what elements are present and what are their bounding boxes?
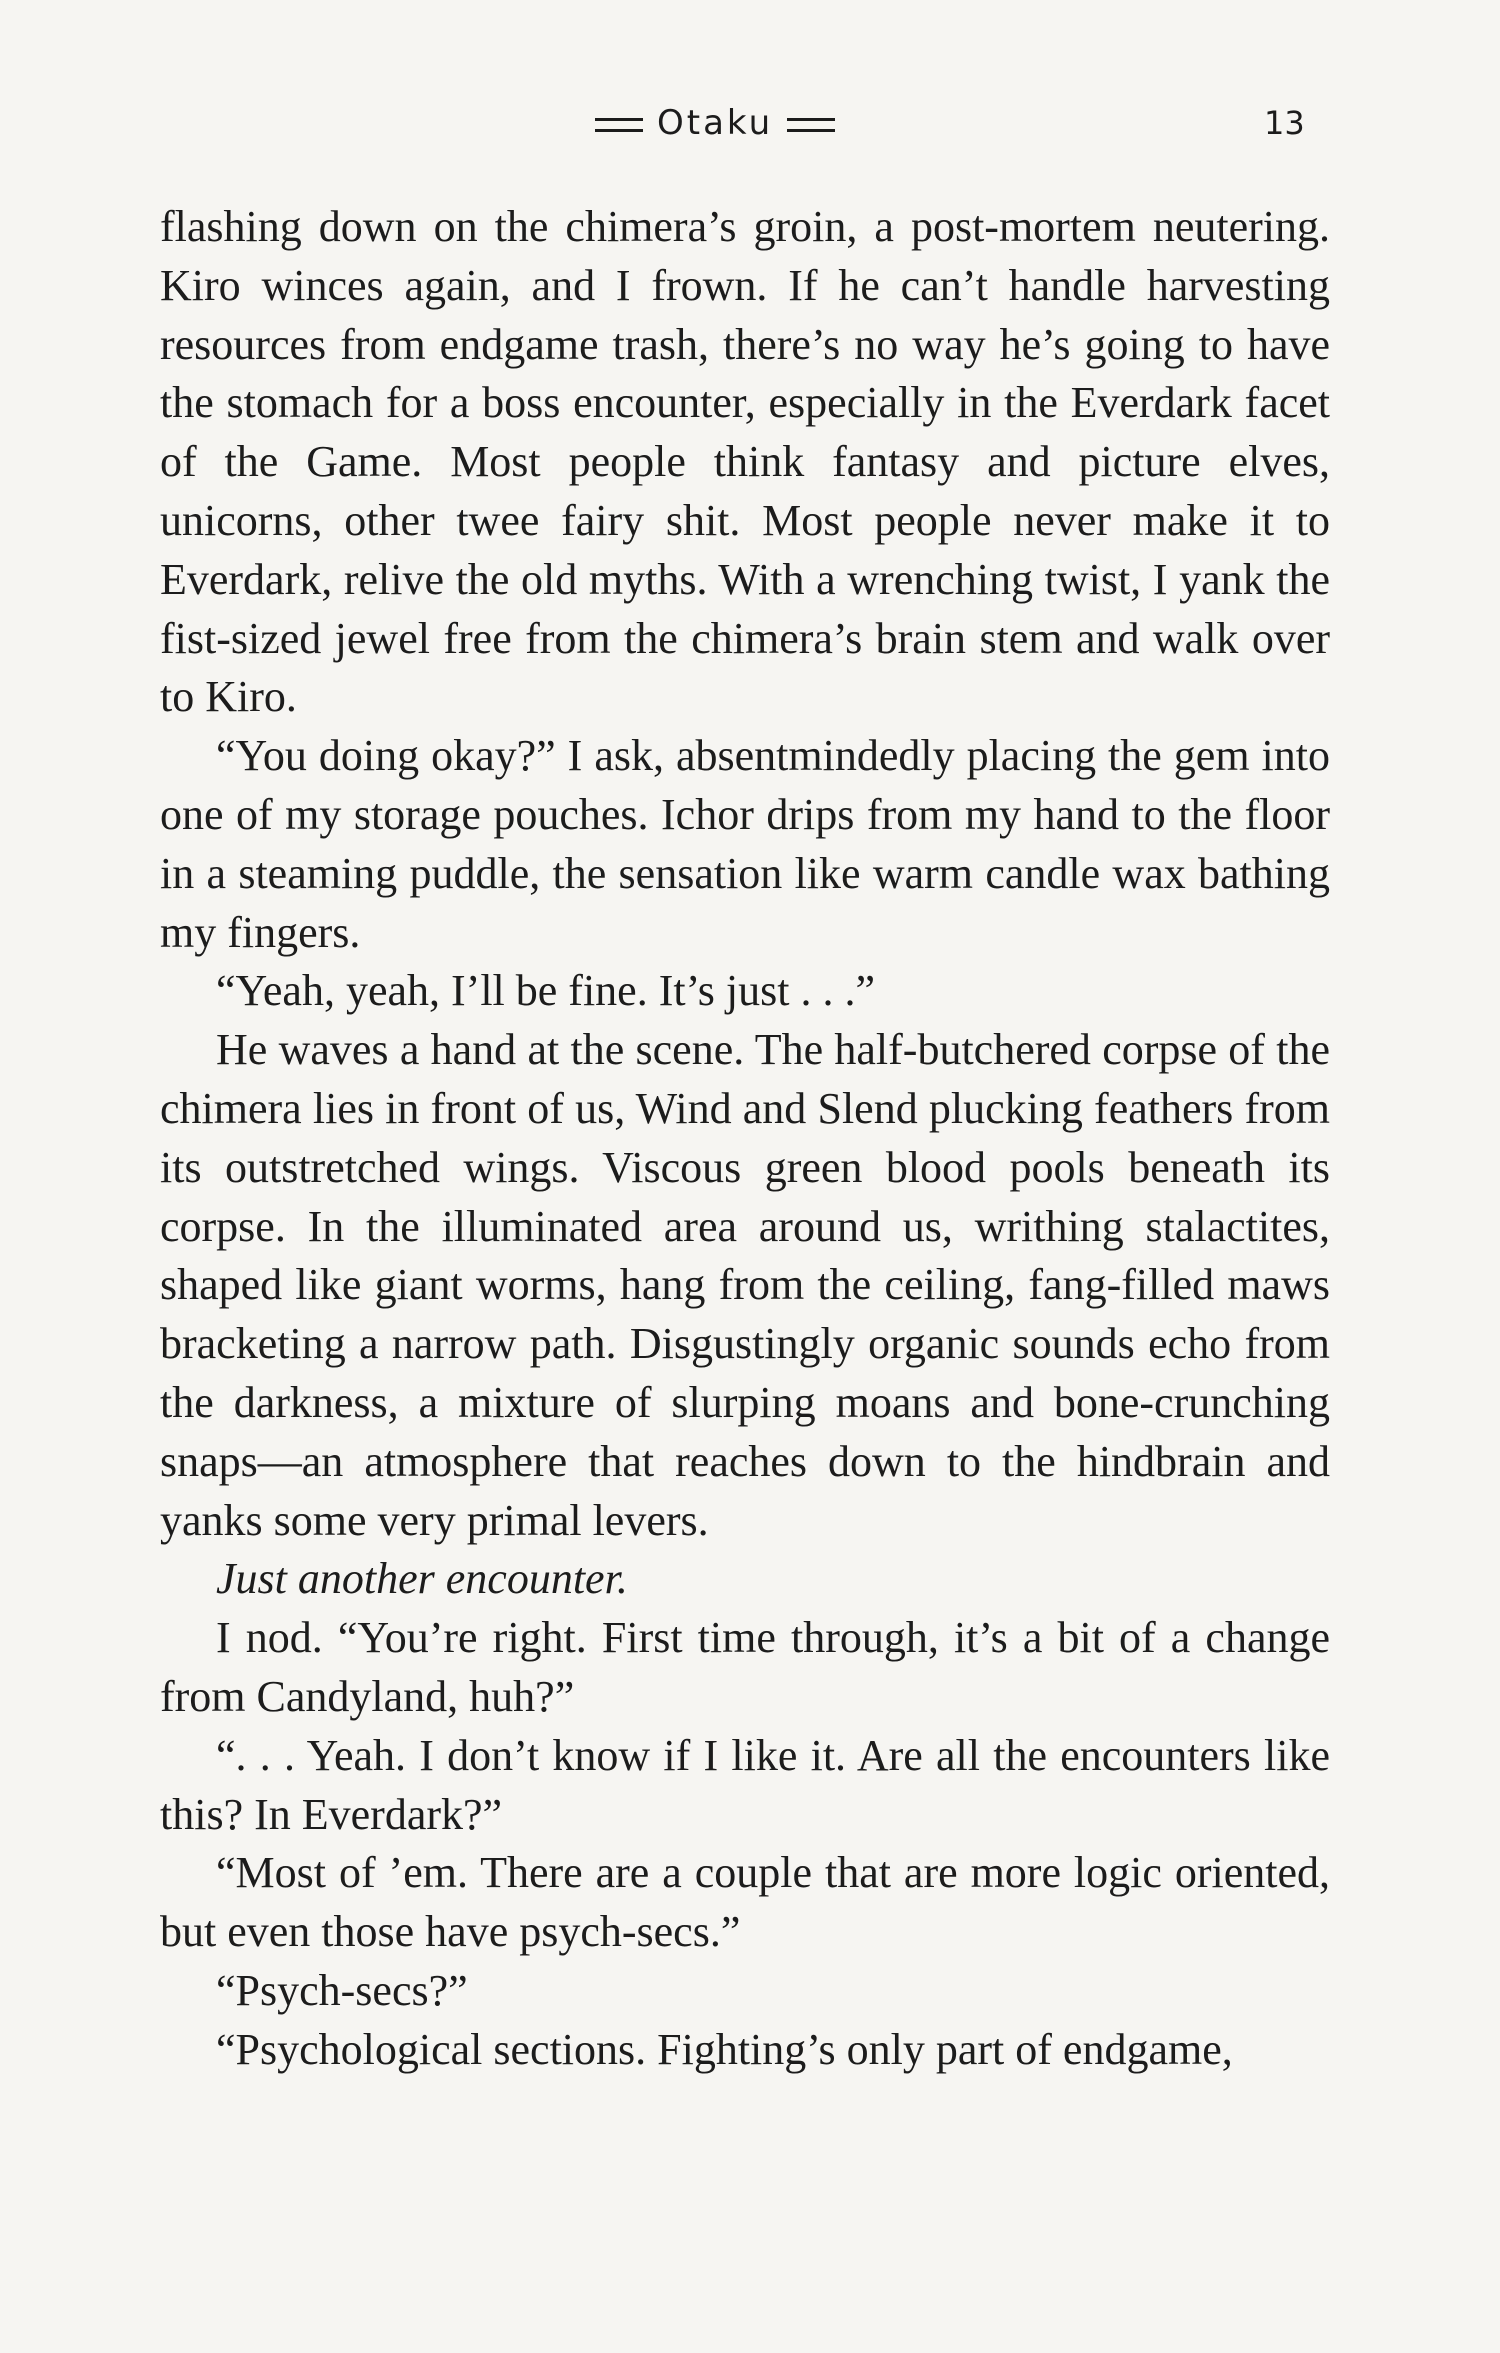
page-number: 13 [1264,104,1305,142]
double-rule-left [595,118,643,132]
book-title: Otaku [657,103,774,143]
double-rule-right [787,118,835,132]
paragraph: “Psychological sections. Fighting’s only part of endgame, [216,2024,1233,2074]
paragraph: “. . . Yeah. I don’t know if I like it. Are all the encounters like this? In Everdark?” [160,1730,1330,1839]
paragraph: “You doing okay?” I ask, absentmindedly placing the gem into one of my storage pouches. Ichor drips from my hand to the floor in a steaming puddle, the sensation like warm candle wax bathing my fingers. [160,731,1330,957]
paragraph: “Yeah, yeah, I’ll be fine. It’s just . . .” [216,966,876,1016]
running-head [0,98,1500,148]
paragraph: “Psych-secs?” [216,1965,468,2015]
paragraph: “Most of ’em. There are a couple that are more logic oriented, but even those have psych-secs.” [160,1848,1330,1957]
paragraph: I nod. “You’re right. First time through, it’s a bit of a change from Candyland, huh?” [160,1613,1330,1721]
italic-thought: Just another encounter. [216,1554,628,1604]
paragraph: flashing down on the chimera’s groin, a post-mortem neutering. Kiro winces again, and I frown. If he can’t handle harvesting resources from endgame trash, there’s no way he’s going to have the stomach for a boss encounter, especially in the Everdark facet of the Game. Most people think fantasy and picture elves, unicorns, other twee fairy shit. Most people never make it to Everdark, relive the old myths. With a wrenching twist, I yank the fist-sized jewel free from the chimera’s brain stem and walk over to Kiro. [160,202,1330,722]
paragraph: He waves a hand at the scene. The half-butchered corpse of the chimera lies in front of us, Wind and Slend plucking feathers from its outstretched wings. Viscous green blood pools beneath its corpse. In the illuminated area around us, writhing stalactites, shaped like giant worms, hang from the ceiling, fang-filled maws bracketing a narrow path. Disgustingly organic sounds echo from the darkness, a mixture of slurping moans and bone-crunching snaps—an atmosphere that reaches down to the hindbrain and yanks some very primal levers. [160,1025,1330,1545]
running-title [595,98,835,148]
body-text [160,198,1330,2080]
